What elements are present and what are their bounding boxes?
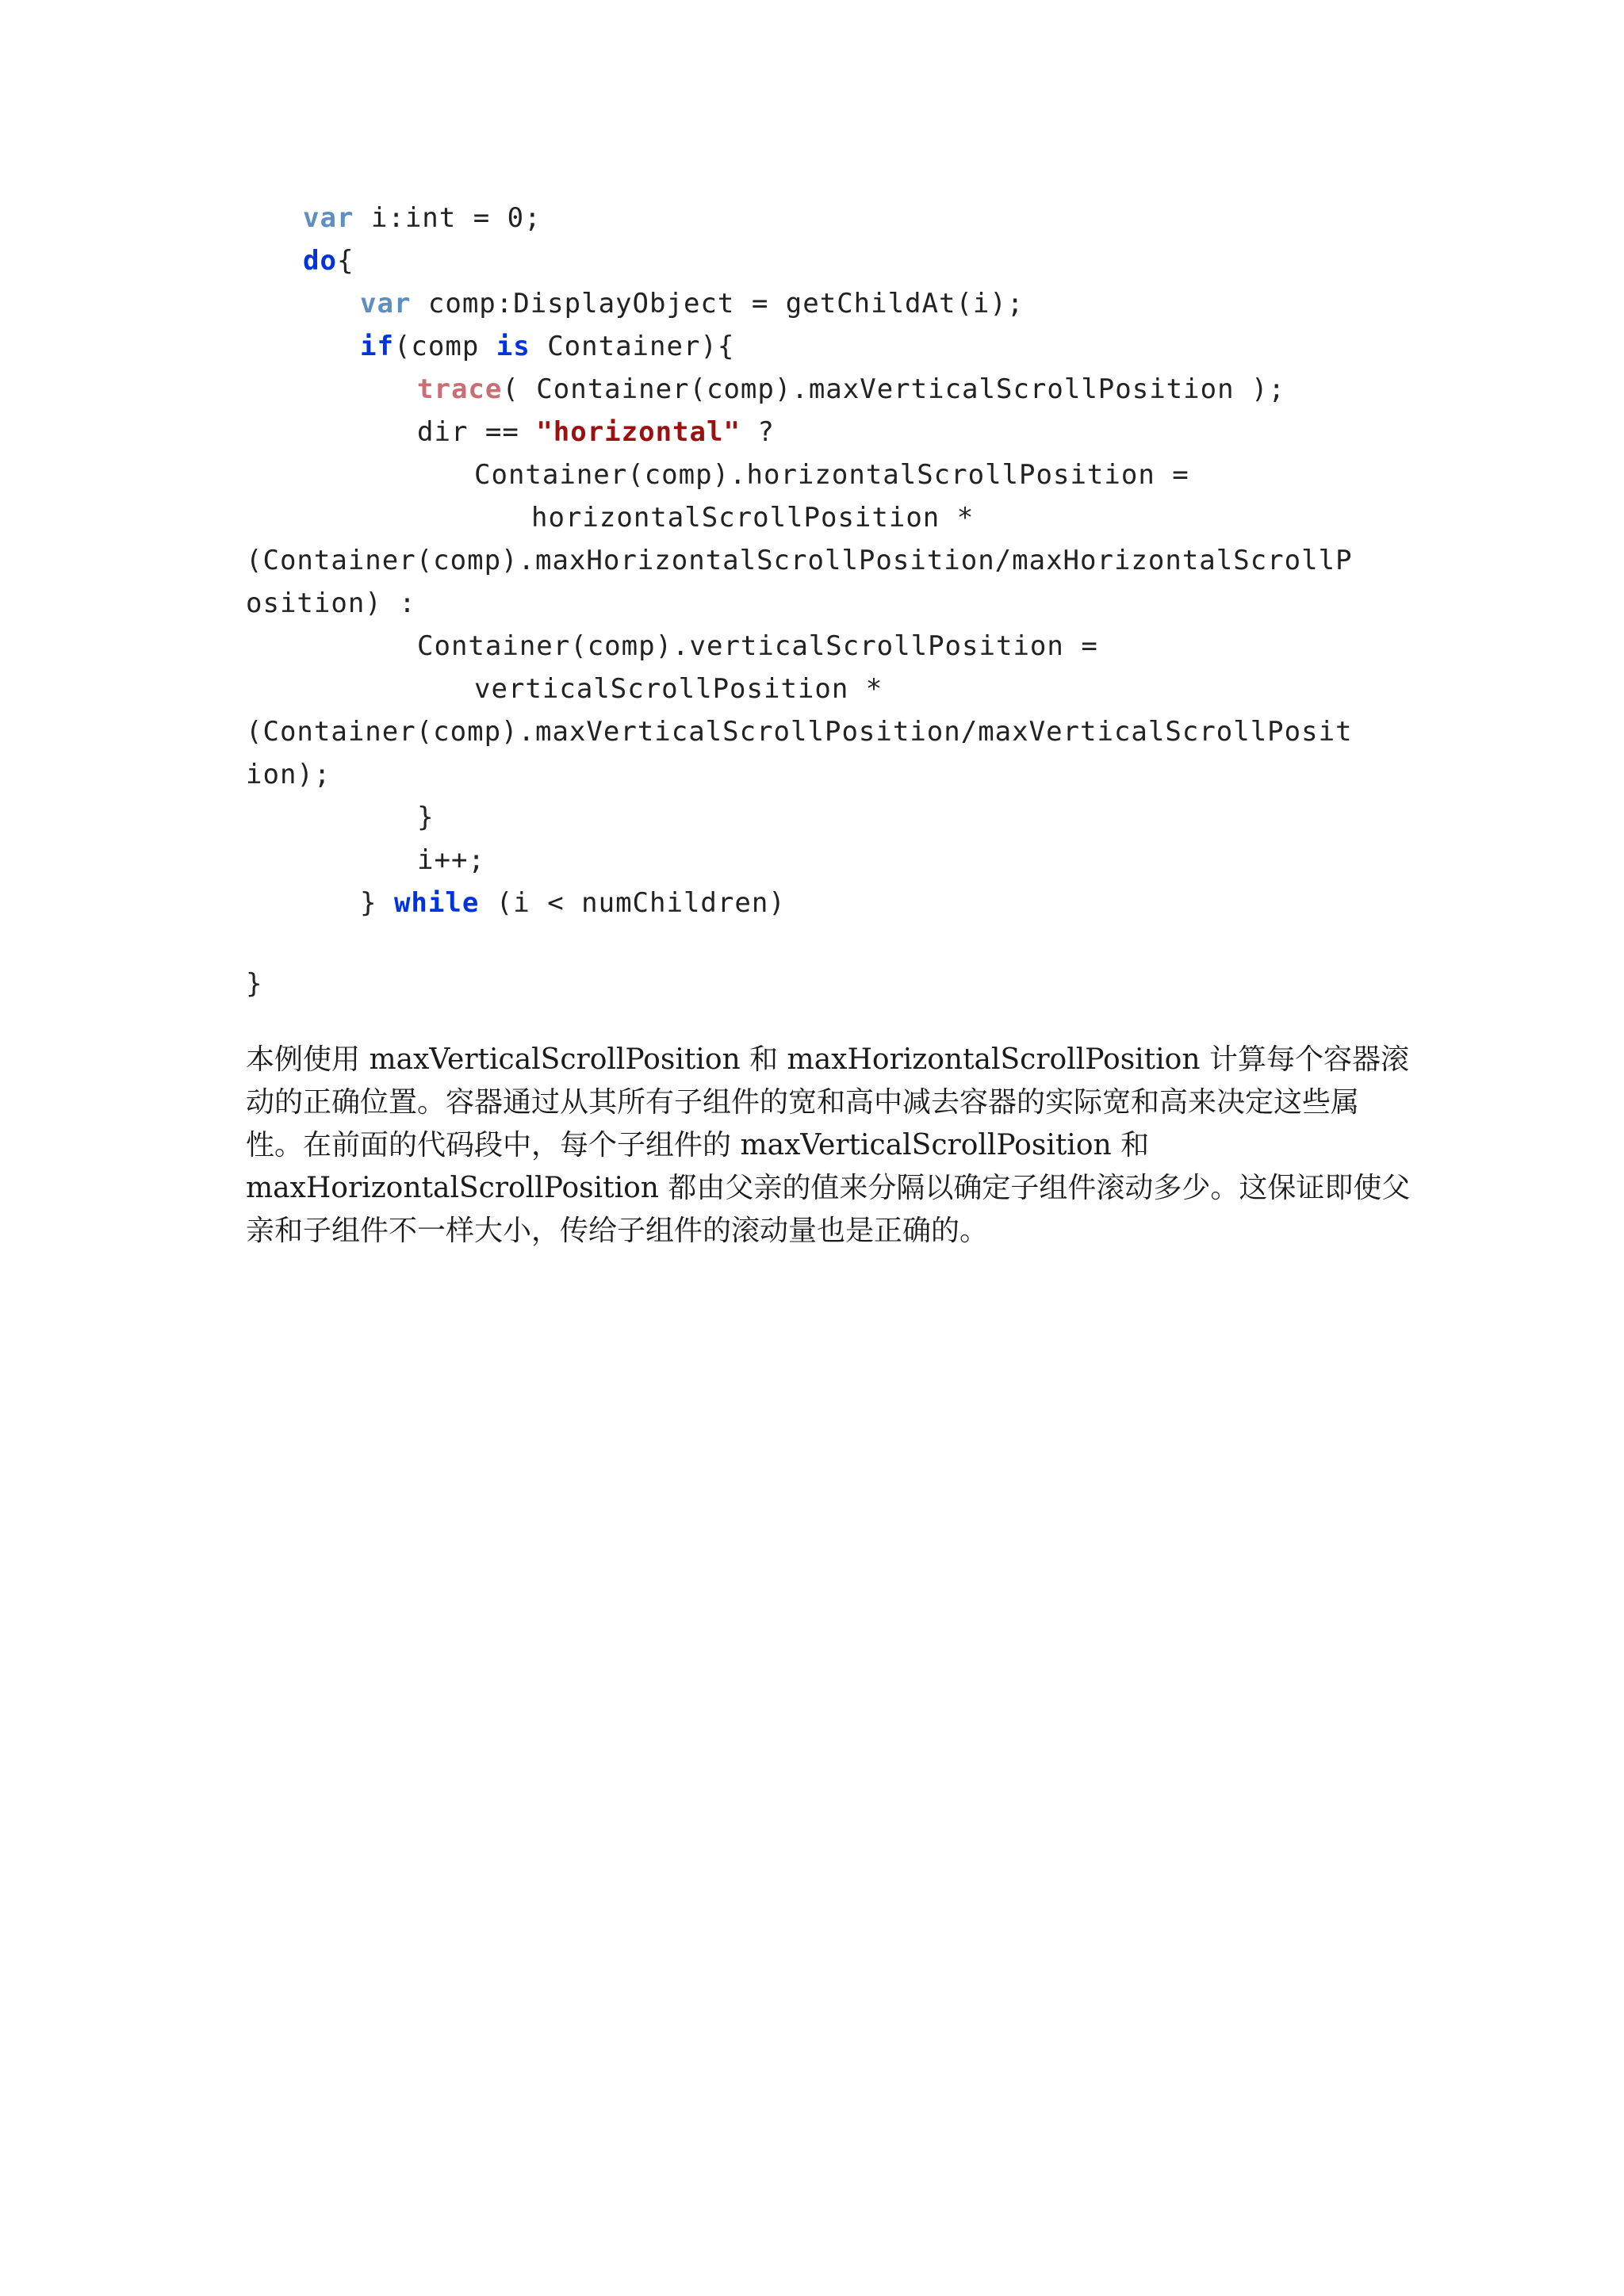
paragraph-line-4: maxHorizontalScrollPosition 都由父亲的值来分隔以确定子组件滚动多少。这保证即使父 [246, 1172, 1411, 1204]
keyword-while: while [393, 887, 480, 919]
string-literal: "horizontal" [536, 416, 741, 448]
keyword-if: if [360, 331, 394, 362]
code-text: dir == [417, 416, 537, 448]
paragraph-line-3: 性。在前面的代码段中，每个子组件的 maxVerticalScrollPosition 和 [246, 1129, 1150, 1161]
code-line-6 [417, 411, 775, 453]
code-line-10: osition) : [246, 587, 416, 619]
paragraph-line-1: 本例使用 maxVerticalScrollPosition 和 maxHorizontalScrollPosition 计算每个容器滚 [246, 1043, 1409, 1076]
code-text: (i < numChildren) [479, 887, 786, 919]
paragraph-line-5: 亲和子组件不一样大小，传给子组件的滚动量也是正确的。 [246, 1215, 989, 1247]
code-line-14: ion); [246, 759, 331, 790]
code-text: (comp [393, 331, 496, 362]
code-line-18: } [246, 968, 263, 1000]
code-line-5 [417, 368, 1285, 411]
code-text: { [336, 245, 354, 277]
paragraph-line-2: 动的正确位置。容器通过从其所有子组件的宽和高中减去容器的实际宽和高来决定这些属 [246, 1086, 1360, 1119]
code-line-7: Container(comp).horizontalScrollPosition = [474, 459, 1189, 491]
keyword-is: is [496, 331, 530, 362]
code-text: Container){ [530, 331, 735, 362]
keyword-var: var [360, 288, 412, 320]
code-text: comp:DisplayObject = getChildAt(i); [411, 288, 1025, 320]
code-text: } [360, 887, 394, 919]
code-text: ? [740, 416, 775, 448]
code-line-16: i++; [417, 844, 485, 876]
code-line-13: (Container(comp).maxVerticalScrollPosition/maxVerticalScrollPosit [246, 716, 1353, 748]
keyword-var: var [303, 202, 354, 234]
code-line-15: } [417, 802, 435, 833]
code-line-9: (Container(comp).maxHorizontalScrollPosition/maxHorizontalScrollP [246, 545, 1353, 576]
code-line-1 [303, 197, 542, 239]
keyword-trace: trace [417, 373, 503, 405]
code-line-4 [360, 325, 734, 368]
code-line-17 [360, 882, 786, 924]
code-line-12: verticalScrollPosition * [474, 673, 883, 705]
code-line-2 [303, 239, 354, 282]
code-text: i:int = 0; [354, 202, 542, 234]
code-text: ( Container(comp).maxVerticalScrollPosition ); [502, 373, 1285, 405]
keyword-do: do [303, 245, 337, 277]
code-line-11: Container(comp).verticalScrollPosition = [417, 630, 1098, 662]
code-line-8: horizontalScrollPosition * [531, 502, 975, 534]
code-line-3 [360, 282, 1024, 325]
